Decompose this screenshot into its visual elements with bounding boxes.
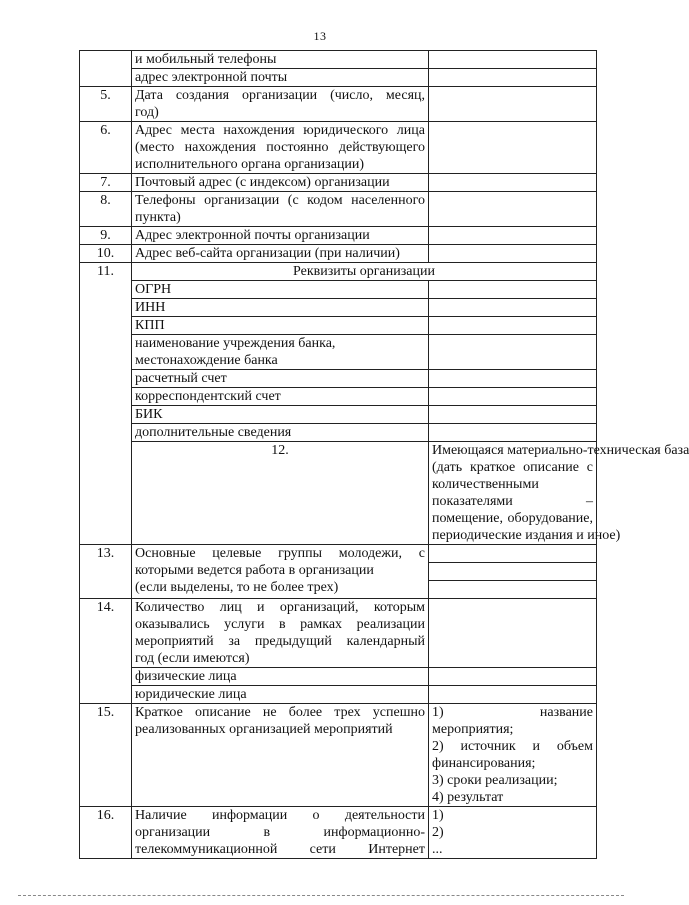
table-row [80,442,597,545]
row-label-line: Адрес места нахождения юридического лица [135,123,425,138]
value-cell [429,807,597,859]
row-label-line: исполнительного органа организации) [135,157,365,172]
value-cell[interactable] [429,668,597,686]
value-cell[interactable] [429,545,597,563]
table-row [80,388,597,406]
value-cell[interactable] [429,370,597,388]
row-label [132,599,429,668]
table-row [80,51,597,69]
organization-form-table [79,50,689,859]
value-cell[interactable] [429,174,597,192]
value-cell[interactable] [429,227,597,245]
row-label [132,192,429,227]
table-row [80,406,597,424]
row-label [132,122,429,174]
table-row [80,69,597,87]
value-line: 2) [432,825,444,840]
value-cell [429,704,597,807]
value-cell[interactable] [429,335,597,370]
row-label [132,335,429,370]
value-line: 3) сроки реализации; [432,773,558,788]
table-row [80,686,597,704]
table-row [80,704,597,807]
row-number: 6. [80,122,132,174]
row-number: 7. [80,174,132,192]
value-line: ... [432,842,443,857]
value-line: финансирования; [432,756,536,771]
row-label-line: местонахождение банка [135,353,278,368]
value-cell[interactable] [429,245,597,263]
section-title: Реквизиты организации [132,263,597,281]
row-label: ИНН [132,299,429,317]
row-label-line: телекоммуникационной сети Интернет [135,842,425,857]
table-row [80,227,597,245]
row-number: 10. [80,245,132,263]
row-label-line: Краткое описание не более трех успешно [135,705,425,720]
value-cell[interactable] [429,563,597,581]
value-cell[interactable] [429,192,597,227]
row-label-line: показателями – помещение, оборудование, [432,494,593,526]
row-label-line: год (если имеются) [135,651,250,666]
table-row [80,299,597,317]
row-number: 14. [80,599,132,704]
row-label-line: Имеющаяся материально-техническая база [432,443,689,458]
row-number-cell [80,51,132,87]
value-line: мероприятия; [432,722,514,737]
value-line: 1) название [432,705,593,720]
row-label: и мобильный телефоны [132,51,429,69]
row-number: 8. [80,192,132,227]
value-cell[interactable] [429,581,597,599]
table-row [80,668,597,686]
row-label-line: пункта) [135,210,181,225]
row-number: 5. [80,87,132,122]
table-row [80,370,597,388]
row-label [429,442,689,545]
value-line: 2) источник и объем [432,739,593,754]
value-cell[interactable] [429,122,597,174]
row-number: 13. [80,545,132,599]
value-line: 4) результат [432,790,504,805]
row-label: Адрес электронной почты организации [132,227,429,245]
value-cell[interactable] [429,87,597,122]
page-bottom-divider [18,895,624,896]
row-number: 9. [80,227,132,245]
table-row [80,245,597,263]
value-cell[interactable] [429,686,597,704]
row-label-line: Дата создания организации (число, месяц, [135,88,425,103]
row-label: расчетный счет [132,370,429,388]
value-cell[interactable] [429,69,597,87]
row-number: 11. [80,263,132,545]
value-cell[interactable] [429,51,597,69]
row-label [132,545,429,599]
row-label-line: (если выделены, то не более трех) [135,580,339,595]
table-row [80,545,597,563]
value-cell[interactable] [429,599,597,668]
table-row [80,424,597,442]
row-label-line: мероприятий за предыдущий календарный [135,634,425,649]
row-label-line: реализованных организацией мероприятий [135,722,393,737]
value-cell[interactable] [429,317,597,335]
row-label: юридические лица [132,686,429,704]
row-label-line: наименование учреждения банка, [135,336,336,351]
row-label [132,704,429,807]
value-cell[interactable] [429,406,597,424]
row-label: корреспондентский счет [132,388,429,406]
row-label: Адрес веб-сайта организации (при наличии) [132,245,429,263]
table-row [80,87,597,122]
table-row [80,192,597,227]
row-label-line: Количество лиц и организаций, которым [135,600,425,615]
value-cell[interactable] [429,388,597,406]
row-label: КПП [132,317,429,335]
row-label-line: Основные целевые группы молодежи, с [135,546,425,561]
row-label [132,807,429,859]
row-label-line: периодические издания и иное) [432,528,621,543]
row-label: адрес электронной почты [132,69,429,87]
row-label: Почтовый адрес (с индексом) организации [132,174,429,192]
row-number: 15. [80,704,132,807]
table-row [80,281,597,299]
row-label: физические лица [132,668,429,686]
row-label [132,87,429,122]
row-label: ОГРН [132,281,429,299]
row-label-line: организации в информационно- [135,825,425,840]
row-label-line: которыми ведется работа в организации [135,563,374,578]
row-number: 12. [132,442,429,545]
value-cell[interactable] [429,281,597,299]
row-label: дополнительные сведения [132,424,429,442]
row-label-line: оказывались услуги в рамках реализации [135,617,425,632]
table-row [80,263,597,281]
value-cell[interactable] [429,299,597,317]
row-label-line: год) [135,105,159,120]
table-row [80,807,597,859]
table-row [80,122,597,174]
value-cell[interactable] [429,424,597,442]
value-line: 1) [432,808,444,823]
row-label-line: (дать краткое описание с количественными [432,460,593,492]
row-label: БИК [132,406,429,424]
table-row [80,317,597,335]
row-number: 16. [80,807,132,859]
table-row [80,335,597,370]
table-row [80,174,597,192]
page-number: 13 [313,29,327,43]
row-label-line: (место нахождения постоянно действующего [135,140,425,155]
row-label-line: Наличие информации о деятельности [135,808,425,823]
table-row [80,599,597,668]
row-label-line: Телефоны организации (с кодом населенного [135,193,425,208]
